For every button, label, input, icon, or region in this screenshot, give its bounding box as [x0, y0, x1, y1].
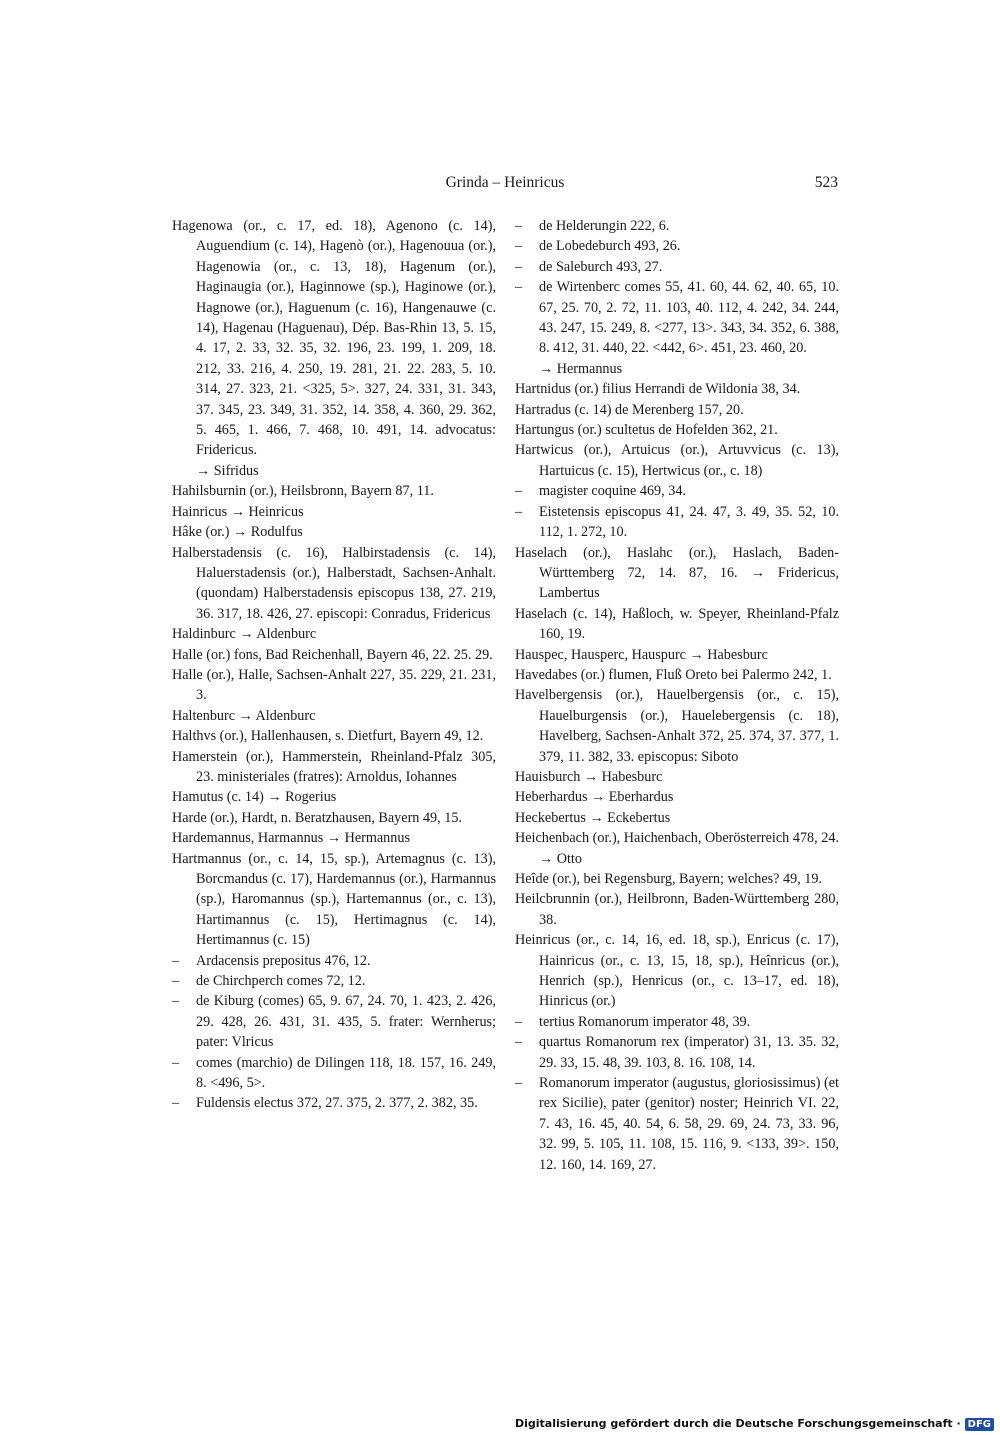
index-subentry: – de Saleburch 493, 27.	[515, 257, 839, 277]
index-subentry: – de Kiburg (comes) 65, 9. 67, 24. 70, 1. 423, 2. 426, 29. 428, 26. 431, 31. 435, 5. frater: Wernherus; pater: Vlricus	[172, 991, 496, 1052]
index-entry: Hardemannus, Harmannus → Hermannus	[172, 830, 410, 847]
index-entry: Hartwicus (or.), Artuicus (or.), Artuvvicus (c. 13), Hartuicus (c. 15), Hertwicus (or., c. 18)	[515, 442, 839, 479]
index-entry: Hartungus (or.) scultetus de Hofelden 362, 21.	[515, 422, 778, 439]
index-subentry: – Fuldensis electus 372, 27. 375, 2. 377, 2. 382, 35.	[172, 1093, 496, 1113]
index-entry: Hartnidus (or.) filius Herrandi de Wildonia 38, 34.	[515, 381, 801, 398]
index-entry: Hartmannus (or., c. 14, 15, sp.), Artemagnus (c. 13), Borcmandus (c. 17), Hardemannus (or.), Harmannus (sp.), Haromannus (sp.), Hartemannus (or., c. 13), Hartimannus (c. 15), Hertimagnus (c. 14), Hertimannus (c. 15)	[172, 850, 496, 949]
index-entry: Halthvs (or.), Hallenhausen, s. Dietfurt, Bayern 49, 12.	[172, 728, 484, 745]
index-entry: Hauspec, Hausperc, Hauspurc → Habesburc	[515, 646, 768, 663]
index-subentry: – de Chirchperch comes 72, 12.	[172, 971, 496, 991]
index-subentry: – magister coquine 469, 34.	[515, 481, 839, 501]
index-entry: Halberstadensis (c. 16), Halbirstadensis (c. 14), Haluerstadensis (or.), Halberstadt, Sachsen-Anhalt. (quondam) Halberstadensis episcopus 138, 27. 219, 36. 317, 18. 426, 27. episcopi: Conradus, Fridericus	[172, 544, 496, 622]
index-entry: Hainricus → Heinricus	[172, 503, 304, 520]
index-entry: Haltenburc → Aldenburc	[172, 707, 316, 724]
index-entry: Haselach (or.), Haslahc (or.), Haslach, Baden-Württemberg 72, 14. 87, 16. → Fridericus, Lambertus	[515, 544, 839, 602]
index-entry: Haselach (c. 14), Haßloch, w. Speyer, Rheinland-Pfalz 160, 19.	[515, 605, 839, 643]
index-subentry: – quartus Romanorum rex (imperator) 31, 13. 35. 32, 29. 33, 15. 48, 39. 103, 8. 16. 108, 14.	[515, 1032, 839, 1073]
index-entry: Heîde (or.), bei Regensburg, Bayern; welches? 49, 19.	[515, 871, 823, 887]
index-entry: Heilcbrunnin (or.), Heilbronn, Baden-Württemberg 280, 38.	[515, 891, 839, 928]
index-entry: Hagenowa (or., c. 17, ed. 18), Agenono (c. 14), Auguendium (c. 14), Hagenò (or.), Hagenouua (or.), Hagenowia (or., c. 13, 18), Hagenum (or.), Haginaugia (or.), Haginnowe (sp.), Haginowe (or.), Hagnowe (or.), Haguenum (c. 16), Hangenauwe (c. 14), Hagenau (Haguenau), Dép. Bas-Rhin 13, 5. 15, 4. 17, 2. 33, 32. 35, 32. 196, 23. 199, 1. 209, 18. 212, 33. 216, 4. 250, 19. 281, 21. 22. 283, 5. 10. 314, 27. 323, 21. <325, 5>. 327, 24. 331, 31. 343, 37. 345, 23. 349, 31. 352, 14. 358, 4. 360, 29. 362, 5. 465, 1. 466, 7. 468, 10. 491, 14. advocatus: Fridericus.	[172, 218, 496, 459]
index-entry: → Hermannus	[539, 360, 623, 377]
index-subentry: – Romanorum imperator (augustus, gloriosissimus) (et rex Sicilie), pater (genitor) noster; Heinrich VI. 22, 7. 43, 16. 45, 40. 54, 6. 58, 29. 69, 24. 73, 33. 96, 32. 99, 5. 105, 11. 108, 15. 116, 9. <133, 39>. 150, 12. 160, 14. 169, 27.	[515, 1073, 839, 1175]
index-entry: Halle (or.), Halle, Sachsen-Anhalt 227, 35. 229, 21. 231, 3.	[172, 666, 496, 704]
index-entry: Hahilsburnin (or.), Heilsbronn, Bayern 87, 11.	[172, 483, 434, 500]
index-entry: Hamerstein (or.), Hammerstein, Rheinland-Pfalz 305, 23. ministeriales (fratres): Arnoldus, Iohannes	[172, 748, 496, 785]
index-entry: Harde (or.), Hardt, n. Beratzhausen, Bayern 49, 15.	[172, 809, 462, 826]
index-entry: Haldinburc → Aldenburc	[172, 626, 317, 643]
running-title: Grinda – Heinricus	[445, 174, 565, 191]
index-entry: → Sifridus	[196, 462, 259, 479]
index-subentry: – tertius Romanorum imperator 48, 39.	[515, 1012, 839, 1032]
index-entry: Heckebertus → Eckebertus	[515, 809, 671, 826]
index-subentry: – Ardacensis prepositus 476, 12.	[172, 951, 496, 971]
funding-footer	[515, 1417, 994, 1431]
left-column	[172, 216, 496, 1114]
index-subentry: – comes (marchio) de Dilingen 118, 18. 157, 16. 249, 8. <496, 5>.	[172, 1053, 496, 1094]
index-entry: Hartradus (c. 14) de Merenberg 157, 20.	[515, 401, 744, 418]
right-column	[515, 216, 839, 1175]
index-subentry: – Eistetensis episcopus 41, 24. 47, 3. 49, 35. 52, 10. 112, 1. 272, 10.	[515, 502, 839, 543]
index-entry: Hauisburch → Habesburc	[515, 768, 663, 785]
index-subentry: – de Helderungin 222, 6.	[515, 216, 839, 236]
index-entry: Heberhardus → Eberhardus	[515, 789, 674, 806]
index-entry: Heinricus (or., c. 14, 16, ed. 18, sp.), Enricus (c. 17), Hainricus (or., c. 13, 15, 18, sp.), Heînricus (or.), Henrich (sp.), Henricus (or., c. 13–17, ed. 18), Hinricus (or.)	[515, 932, 839, 1010]
funding-note: Digitalisierung gefördert durch die Deutsche Forschungsgemeinschaft ·	[514, 1417, 961, 1430]
index-entry: Havedabes (or.) flumen, Fluß Oreto bei Palermo 242, 1.	[515, 666, 832, 683]
index-entry: Heichenbach (or.), Haichenbach, Oberösterreich 478, 24. → Otto	[515, 830, 839, 867]
page-number: 523	[814, 174, 838, 191]
index-entry: Halle (or.) fons, Bad Reichenhall, Bayern 46, 22. 25. 29.	[172, 646, 493, 663]
index-subentry: – de Wirtenberc comes 55, 41. 60, 44. 62, 40. 65, 10. 67, 25. 70, 2. 72, 11. 103, 40. 112, 4. 242, 34. 244, 43. 247, 15. 249, 8. <277, 13>. 343, 34. 352, 6. 388, 8. 412, 31. 440, 22. <442, 6>. 451, 23. 460, 20.	[515, 277, 839, 359]
page-header	[172, 174, 838, 196]
index-entry: Hâke (or.) → Rodulfus	[172, 524, 303, 541]
index-subentry: – de Lobedeburch 493, 26.	[515, 236, 839, 256]
index-entry: Havelbergensis (or.), Hauelbergensis (or., c. 15), Hauelburgensis (or.), Hauelebergensis (c. 18), Havelberg, Sachsen-Anhalt 372, 25. 374, 37. 377, 1. 379, 11. 382, 33. episcopus: Siboto	[515, 687, 839, 765]
dfg-logo: DFG	[965, 1418, 994, 1431]
index-entry: Hamutus (c. 14) → Rogerius	[172, 789, 337, 806]
